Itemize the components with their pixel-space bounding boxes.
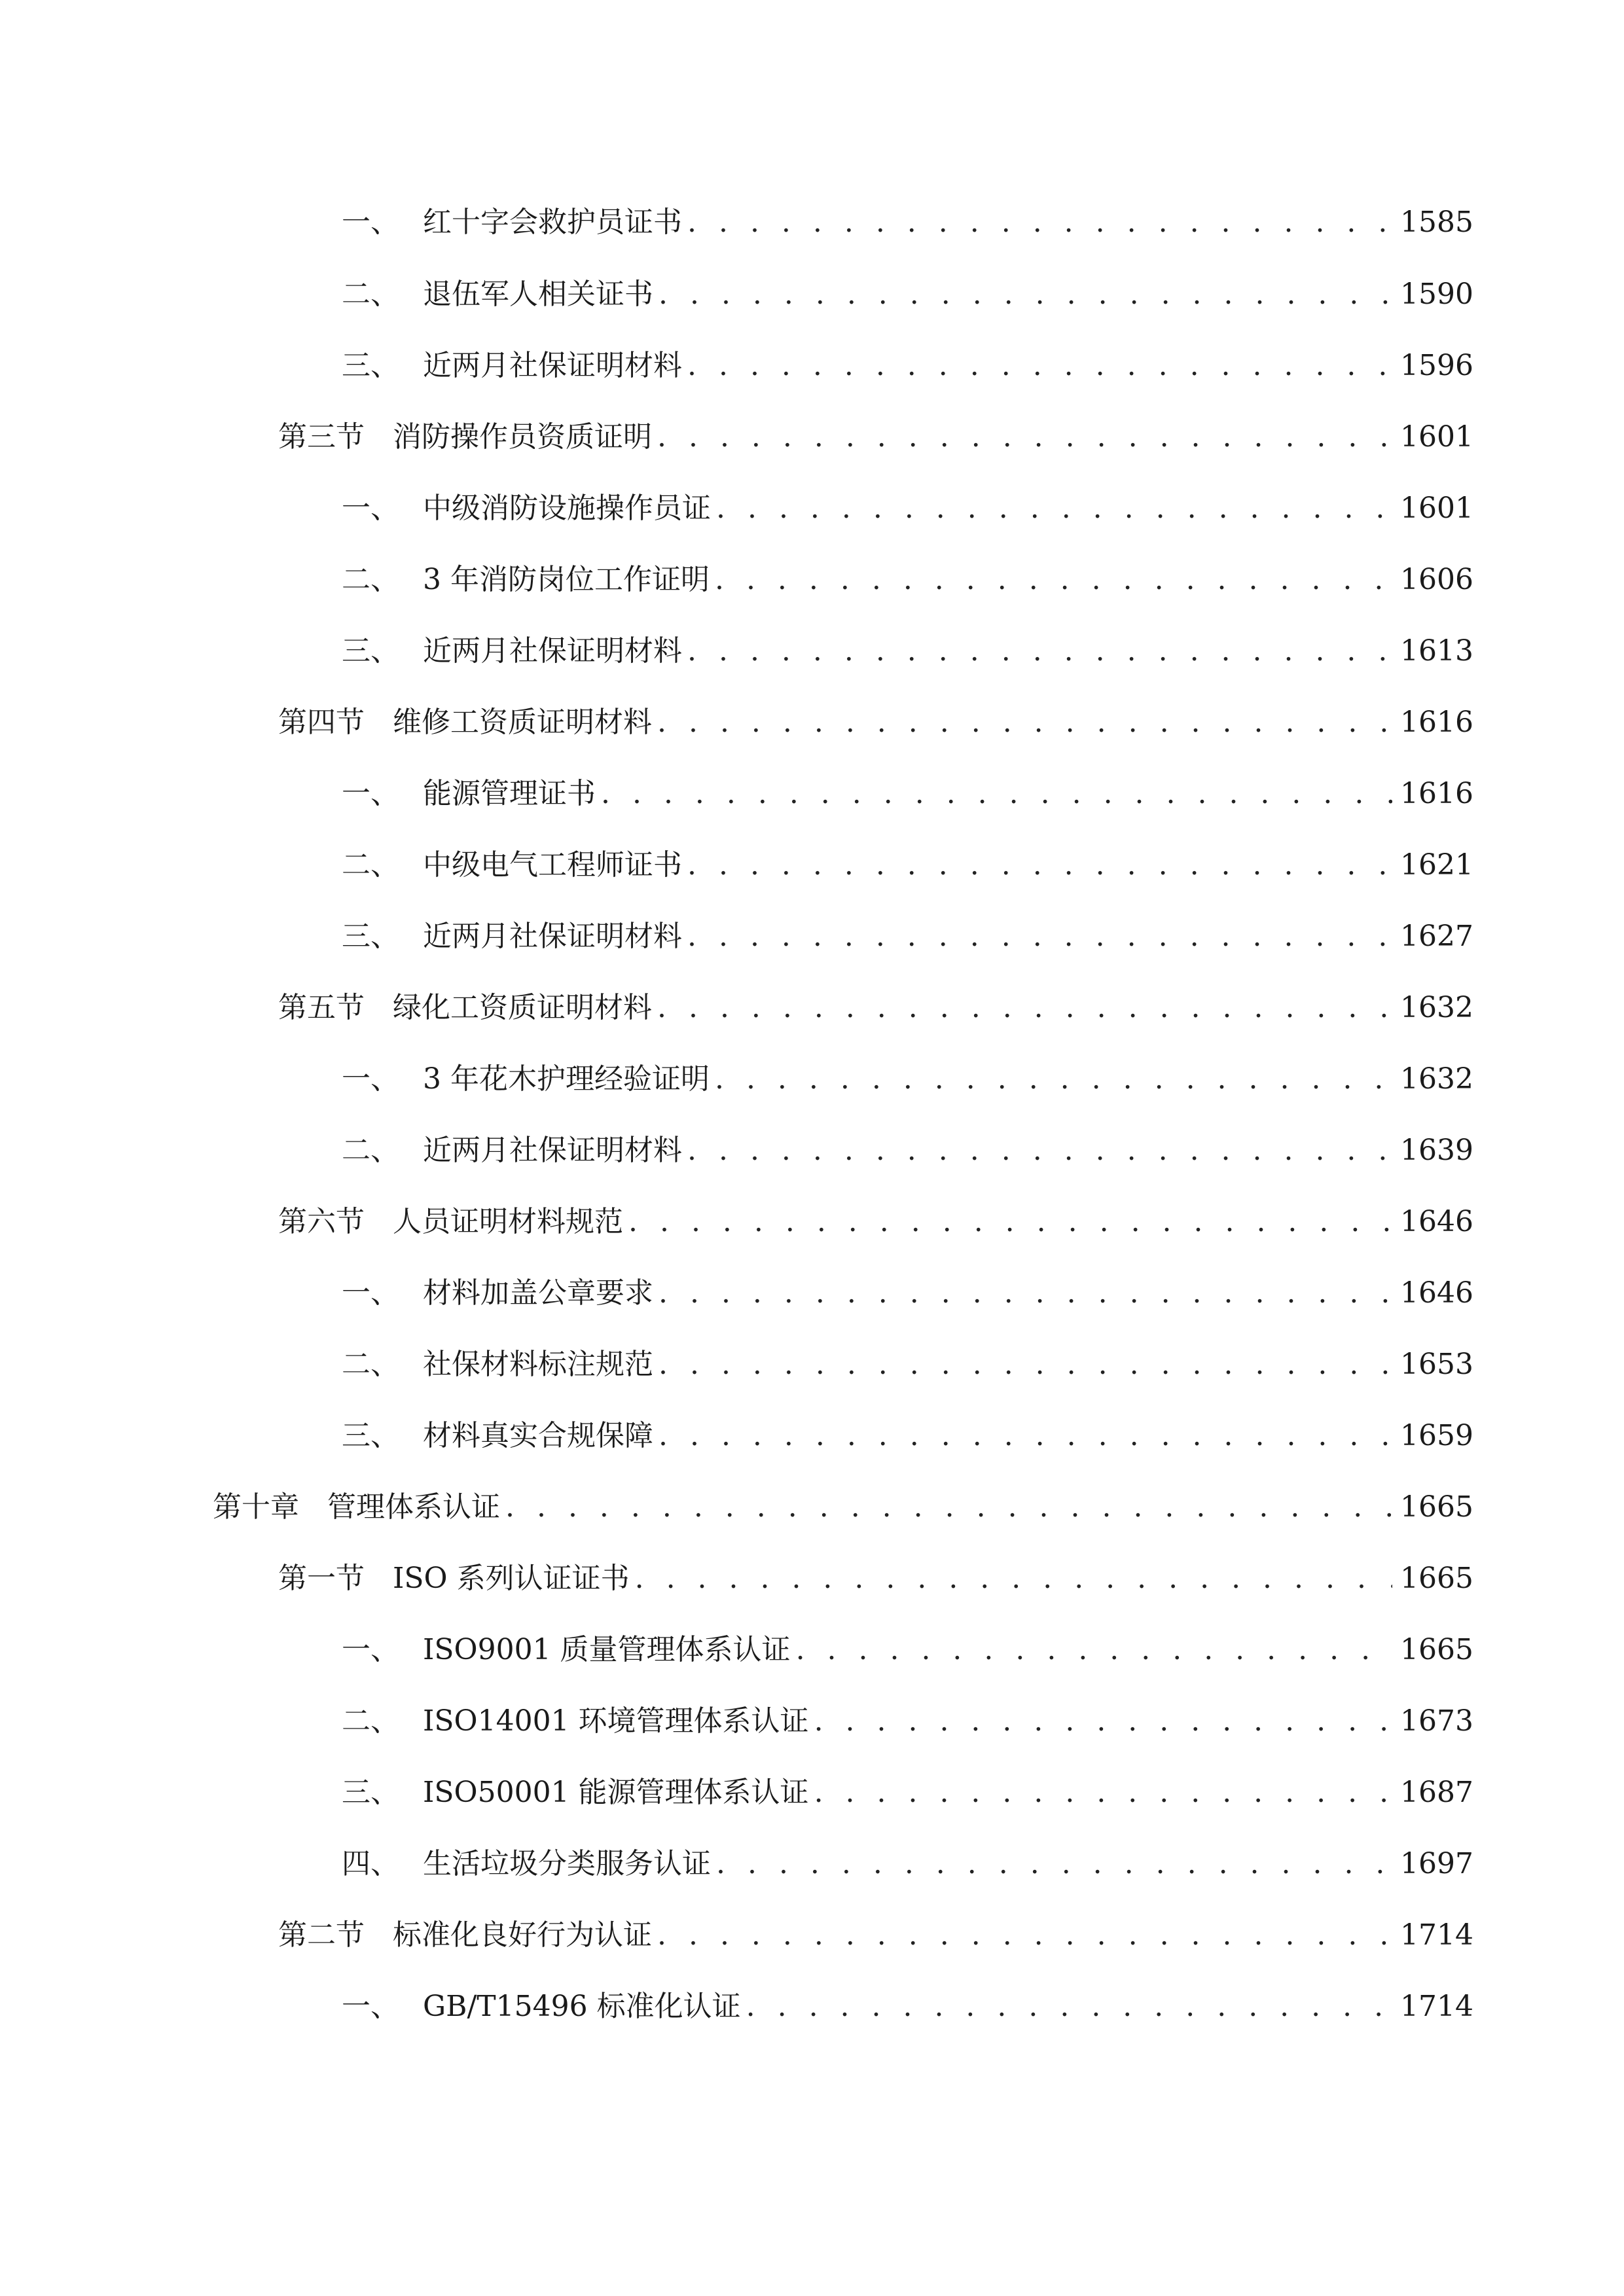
toc-entry-title: 生活垃圾分类服务认证	[423, 1847, 711, 1880]
toc-entry-title: 绿化工资质证明材料	[393, 991, 652, 1024]
toc-entry[interactable]	[342, 761, 1473, 814]
toc-entry-number: 二、	[342, 278, 399, 311]
toc-entry[interactable]	[213, 1475, 1473, 1527]
toc-dot-leader	[628, 1202, 1392, 1242]
toc-entry-title: ISO14001 环境管理体系认证	[423, 1704, 809, 1738]
toc-entry-number: 一、	[342, 1276, 399, 1310]
toc-entry-number: 第五节	[278, 991, 365, 1024]
toc-dot-leader	[635, 1559, 1392, 1598]
toc-entry-title: 近两月社保证明材料	[423, 634, 682, 668]
toc-entry-number: 第十章	[213, 1490, 299, 1524]
toc-dot-leader	[659, 275, 1392, 314]
toc-dot-leader	[746, 1987, 1392, 2026]
toc-dot-leader	[716, 1844, 1392, 1884]
toc-entry-page: 1646	[1400, 1205, 1473, 1238]
toc-entry-title: ISO9001 质量管理体系认证	[423, 1633, 791, 1666]
toc-entry-page: 1673	[1400, 1704, 1473, 1738]
toc-dot-leader	[814, 1702, 1392, 1741]
toc-dot-leader	[716, 489, 1392, 528]
toc-dot-leader	[657, 1916, 1392, 1955]
toc-entry-page: 1714	[1400, 1990, 1473, 2023]
toc-entry-title: 社保材料标注规范	[423, 1348, 653, 1381]
toc-entry-number: 一、	[342, 1062, 399, 1096]
toc-entry-page: 1601	[1400, 492, 1473, 525]
toc-entry-number: 三、	[342, 349, 399, 382]
toc-entry[interactable]	[278, 1903, 1473, 1955]
toc-entry-page: 1585	[1400, 206, 1473, 239]
toc-entry-title: 中级电气工程师证书	[423, 848, 682, 882]
toc-entry[interactable]	[342, 1118, 1473, 1170]
toc-dot-leader	[659, 1416, 1392, 1456]
toc-dot-leader	[601, 774, 1392, 814]
toc-entry-title: 近两月社保证明材料	[423, 920, 682, 953]
toc-entry[interactable]	[342, 1689, 1473, 1741]
toc-entry-title: 近两月社保证明材料	[423, 349, 682, 382]
toc-entry-number: 二、	[342, 1134, 399, 1167]
toc-entry-page: 1639	[1400, 1134, 1473, 1167]
toc-entry[interactable]	[342, 1261, 1473, 1313]
toc-entry-page: 1621	[1400, 848, 1473, 882]
toc-dot-leader	[687, 632, 1392, 671]
toc-entry-number: 三、	[342, 1419, 399, 1452]
toc-entry[interactable]	[342, 1974, 1473, 2026]
toc-entry-page: 1606	[1400, 563, 1473, 596]
toc-dot-leader	[657, 418, 1392, 457]
toc-entry-title: 标准化良好行为认证	[393, 1918, 652, 1952]
toc-entry-page: 1665	[1400, 1562, 1473, 1595]
toc-entry-number: 三、	[342, 1776, 399, 1809]
toc-entry-title: 能源管理证书	[423, 777, 596, 810]
toc-entry-number: 二、	[342, 1704, 399, 1738]
toc-entry[interactable]	[342, 1403, 1473, 1456]
toc-entry[interactable]	[342, 333, 1473, 386]
toc-entry-number: 三、	[342, 634, 399, 668]
toc-entry[interactable]	[342, 619, 1473, 671]
toc-dot-leader	[657, 703, 1392, 742]
toc-entry-title: 消防操作员资质证明	[393, 420, 652, 454]
toc-entry-page: 1659	[1400, 1419, 1473, 1452]
toc-entry-page: 1653	[1400, 1348, 1473, 1381]
toc-entry[interactable]	[342, 1760, 1473, 1812]
toc-entry-number: 一、	[342, 1990, 399, 2023]
toc-entry-title: 材料真实合规保障	[423, 1419, 653, 1452]
toc-entry[interactable]	[342, 1047, 1473, 1099]
toc-entry-page: 1697	[1400, 1847, 1473, 1880]
toc-entry[interactable]	[278, 690, 1473, 742]
toc-dot-leader	[659, 1274, 1392, 1313]
toc-entry-page: 1714	[1400, 1918, 1473, 1952]
toc-entry[interactable]	[342, 262, 1473, 314]
toc-dot-leader	[687, 917, 1392, 956]
toc-entry-number: 三、	[342, 920, 399, 953]
toc-entry-page: 1601	[1400, 420, 1473, 454]
toc-entry[interactable]	[342, 833, 1473, 885]
toc-entry-number: 二、	[342, 848, 399, 882]
toc-entry-number: 一、	[342, 206, 399, 239]
toc-entry-title: GB/T15496 标准化认证	[423, 1990, 741, 2023]
toc-dot-leader	[796, 1630, 1392, 1670]
toc-entry-number: 第六节	[278, 1205, 365, 1238]
toc-entry[interactable]	[342, 476, 1473, 528]
toc-dot-leader	[715, 560, 1392, 600]
toc-dot-leader	[687, 346, 1392, 386]
toc-entry[interactable]	[342, 1617, 1473, 1670]
toc-entry-page: 1687	[1400, 1776, 1473, 1809]
toc-entry-page: 1665	[1400, 1633, 1473, 1666]
toc-entry-page: 1632	[1400, 1062, 1473, 1096]
toc-entry-number: 一、	[342, 1633, 399, 1666]
toc-entry[interactable]	[278, 1189, 1473, 1242]
toc-entry-number: 第三节	[278, 420, 365, 454]
toc-dot-leader	[687, 203, 1392, 242]
toc-entry-title: 红十字会救护员证书	[423, 206, 682, 239]
toc-entry-page: 1632	[1400, 991, 1473, 1024]
toc-entry-page: 1590	[1400, 278, 1473, 311]
toc-entry-title: 管理体系认证	[327, 1490, 500, 1524]
toc-entry-page: 1616	[1400, 706, 1473, 739]
toc-entry-number: 二、	[342, 1348, 399, 1381]
toc-entry-number: 四、	[342, 1847, 399, 1880]
toc-entry-page: 1665	[1400, 1490, 1473, 1524]
toc-dot-leader	[687, 1131, 1392, 1170]
toc-entry[interactable]	[278, 975, 1473, 1028]
toc-entry-title: 退伍军人相关证书	[423, 278, 653, 311]
toc-entry-number: 二、	[342, 563, 399, 596]
toc-dot-leader	[659, 1345, 1392, 1384]
toc-entry-title: ISO50001 能源管理体系认证	[423, 1776, 809, 1809]
toc-entry-title: 3 年花木护理经验证明	[423, 1062, 710, 1096]
toc-entry[interactable]	[278, 1546, 1473, 1598]
toc-entry-title: 近两月社保证明材料	[423, 1134, 682, 1167]
toc-entry-title: 3 年消防岗位工作证明	[423, 563, 710, 596]
toc-entry-title: 材料加盖公章要求	[423, 1276, 653, 1310]
toc-dot-leader	[715, 1060, 1392, 1099]
toc-entry[interactable]	[278, 404, 1473, 457]
toc-dot-leader	[505, 1488, 1392, 1527]
toc-entry-page: 1627	[1400, 920, 1473, 953]
toc-entry-page: 1616	[1400, 777, 1473, 810]
toc-entry-number: 第二节	[278, 1918, 365, 1952]
toc-dot-leader	[657, 988, 1392, 1028]
toc-entry-number: 第一节	[278, 1562, 365, 1595]
toc-entry-number: 第四节	[278, 706, 365, 739]
toc-entry-number: 一、	[342, 777, 399, 810]
toc-entry-title: 维修工资质证明材料	[393, 706, 652, 739]
toc-entry[interactable]	[342, 190, 1473, 242]
toc-entry-title: 中级消防设施操作员证	[423, 492, 711, 525]
toc-entry[interactable]	[342, 904, 1473, 956]
toc-dot-leader	[687, 846, 1392, 885]
toc-entry-page: 1646	[1400, 1276, 1473, 1310]
toc-entry-page: 1613	[1400, 634, 1473, 668]
toc-dot-leader	[814, 1773, 1392, 1812]
toc-entry-title: 人员证明材料规范	[393, 1205, 623, 1238]
toc-entry-page: 1596	[1400, 349, 1473, 382]
toc-entry[interactable]	[342, 547, 1473, 600]
toc-entry-number: 一、	[342, 492, 399, 525]
toc-entry[interactable]	[342, 1831, 1473, 1884]
toc-entry[interactable]	[342, 1332, 1473, 1384]
toc-entry-title: ISO 系列认证证书	[393, 1562, 630, 1595]
